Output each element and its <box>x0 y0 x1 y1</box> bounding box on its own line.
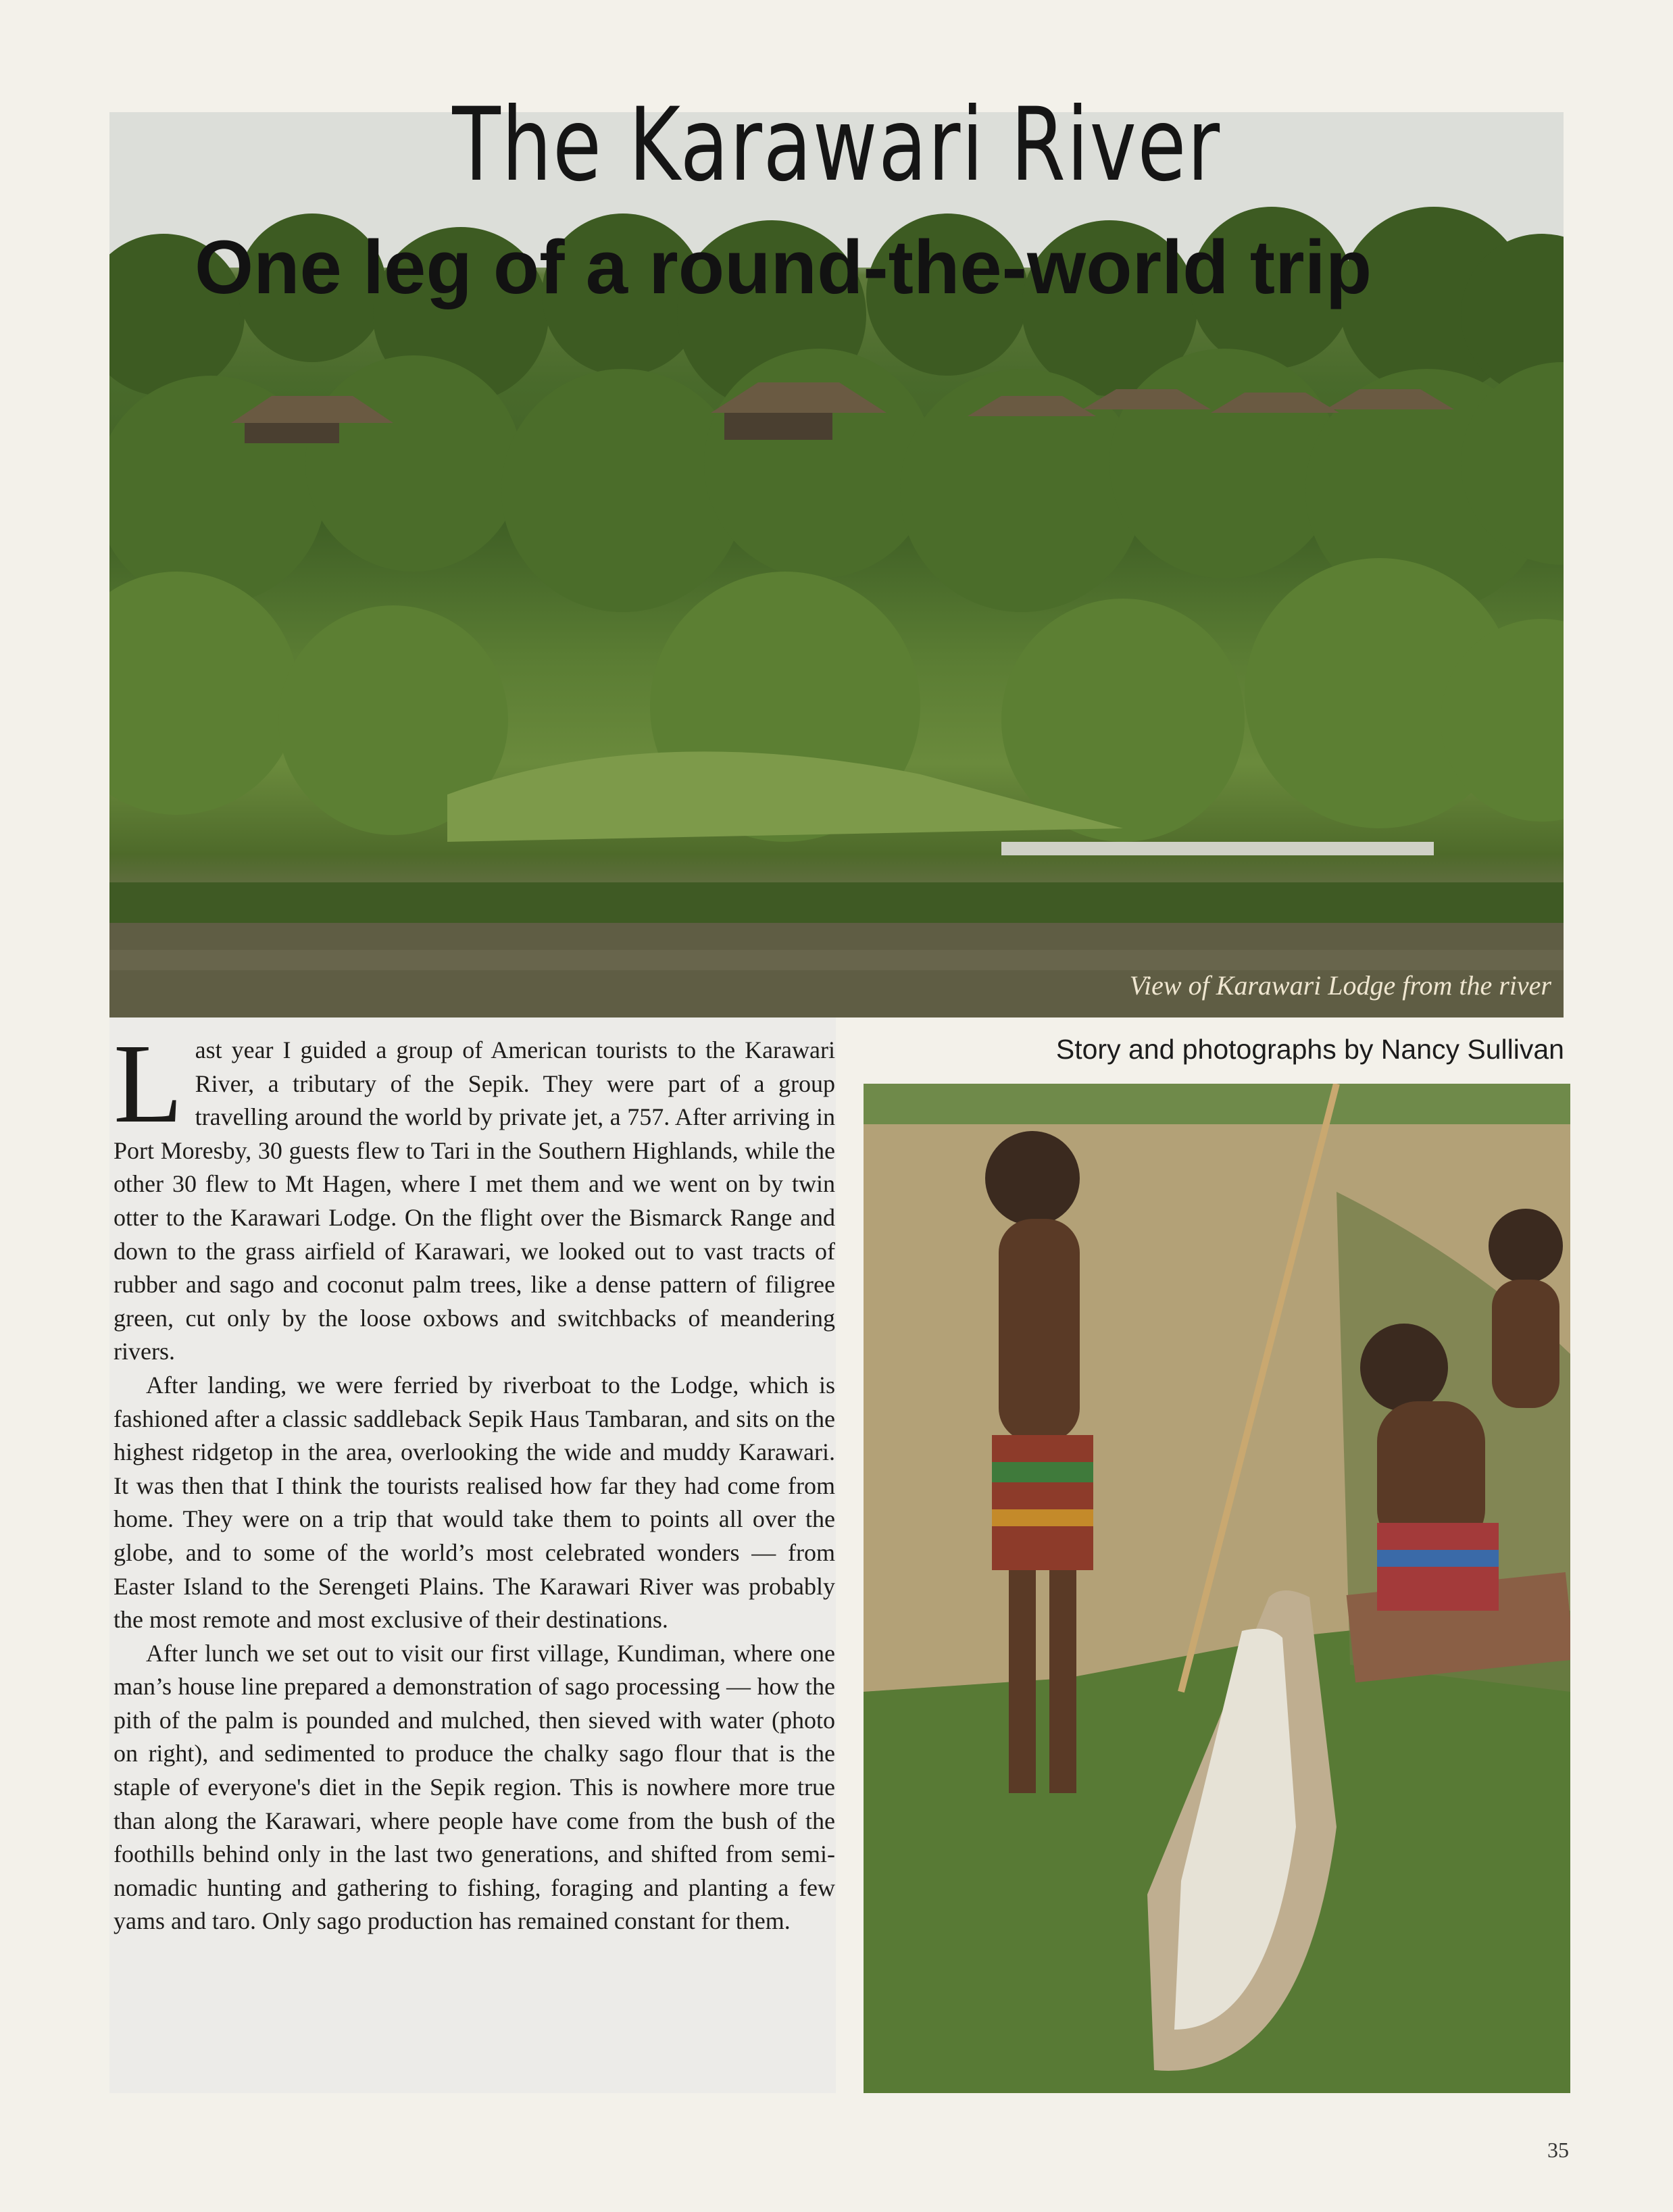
article-body <box>114 1021 835 1938</box>
sago-processing-photo <box>864 1084 1570 2093</box>
paragraph-1 <box>114 1021 835 1369</box>
photo-caption: View of Karawari Lodge from the river <box>1129 970 1551 1001</box>
paragraph-1-text: ast year I guided a group of American tourists to the Karawari River, a tributary of the Sepik. They were part of a group travelling around the world by private jet, a 757. After arriving in Port Moresby, 30 guests flew to Tari in the Southern Highlands, while the other 30 flew to Mt Hagen, where I met them and we went on by twin otter to the Karawari Lodge. On the flight over the Bismarck Range and down to the grass airfield of Karawari, we looked out to vast tracts of rubber and sago and coconut palm trees, like a dense pattern of filigree green, cut only by the loose oxbows and switchbacks of meandering rivers. <box>114 1036 835 1365</box>
sago-scene-illustration <box>864 1084 1570 2093</box>
page-number: 35 <box>1547 2138 1569 2162</box>
byline: Story and photographs by Nancy Sullivan <box>1055 1034 1564 1065</box>
drop-cap: L <box>114 1021 183 1147</box>
paragraph-3: After lunch we set out to visit our first village, Kundiman, where one man’s house line prepared a demonstration of sago processing — how the pith of the palm is pounded and mulched, then sieved with water (photo on right), and sedimented to produce the chalky sago flour that is the staple of everyone's diet in the Sepik region. This is nowhere more true than along the Karawari, where people have come from the bush of the foothills behind only in the last two generations, and shifted from semi-nomadic hunting and gathering to fishing, foraging and planting a few yams and taro. Only sago production has remained constant for them. <box>114 1639 835 1935</box>
article-title: The Karawari River <box>452 86 1221 204</box>
paragraph-2: After landing, we were ferried by riverboat to the Lodge, which is fashioned after a classic saddleback Sepik Haus Tambaran, and sits on the highest ridgetop in the area, overlooking the wide and muddy Karawari. It was then that I think the tourists realised how far they had come from home. They were on a trip that would take them to points all over the globe, and to some of the world’s most celebrated wonders — from Easter Island to the Serengeti Plains. The Karawari River was probably the most remote and most exclusive of their destinations. <box>114 1371 835 1634</box>
article-subtitle: One leg of a round-the-world trip <box>195 225 1372 309</box>
